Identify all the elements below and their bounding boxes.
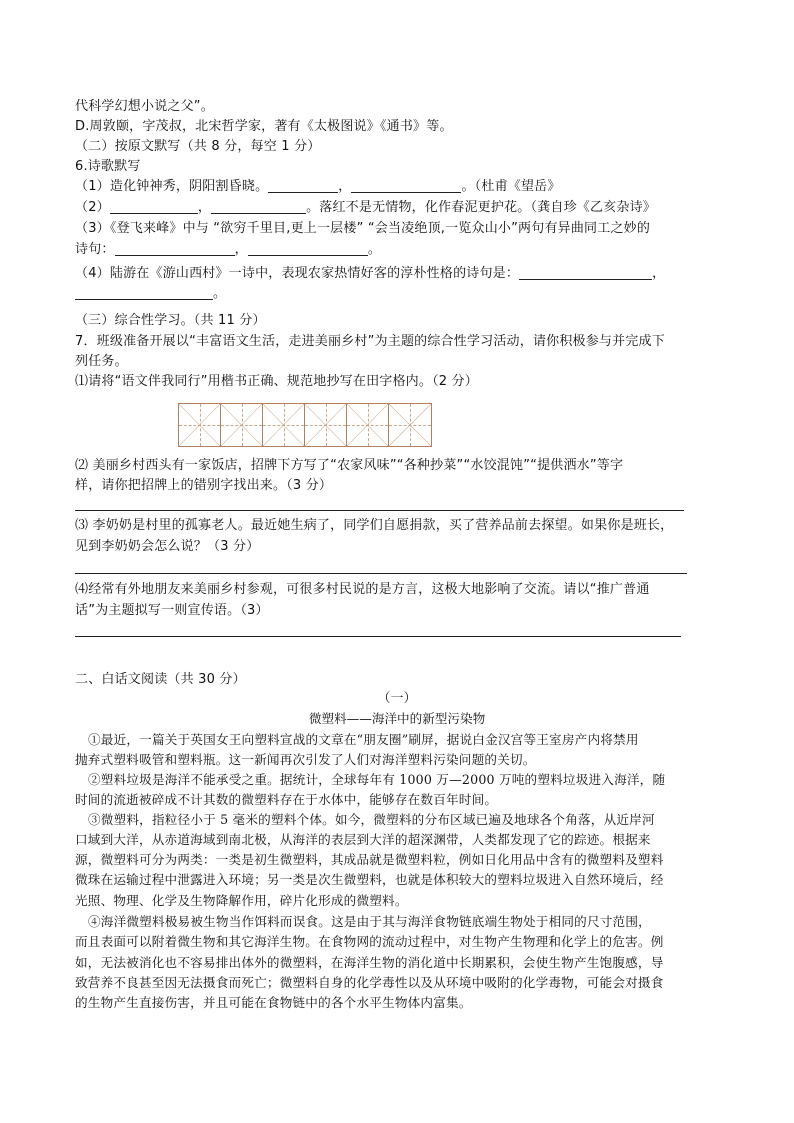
paragraph-3-cont: 源，微塑料可分为两类：一类是初生微塑料，其成品就是微塑料粒，例如日化用品中含有的微塑料及塑料 <box>75 852 664 867</box>
paragraph-3-cont: 光照、物理、化学及生物降解作用，碎片化形成的微塑料。 <box>75 893 408 908</box>
paragraph-4-cont: 而且表面可以附着微生物和其它海洋生物。在食物网的流动过程中，对生物产生物理和化学上的危害。例 <box>75 934 664 949</box>
paragraph-4-cont: 致营养不良甚至因无法摄食而死亡；微塑料自身的化学毒性以及从环境中吸附的化学毒物，可能会对摄食 <box>75 975 664 990</box>
answer-line[interactable] <box>75 573 687 574</box>
answer-blank[interactable] <box>211 199 306 214</box>
text-line: 代科学幻想小说之父”。 <box>75 99 214 114</box>
subsection-number: （一） <box>377 691 417 706</box>
answer-blank[interactable] <box>351 178 461 193</box>
question-6-title: 6.诗歌默写 <box>75 159 141 174</box>
answer-blank[interactable] <box>75 285 213 300</box>
poem-item-4: （4）陆游在《游山西村》一诗中，表现农家热情好客的淳朴性格的诗句是： ， <box>75 266 666 281</box>
answer-blank[interactable] <box>519 265 652 280</box>
paragraph-3-cont: 微珠在运输过程中泄露进入环境；另一类是次生微塑料，也就是体积较大的塑料垃圾进入自然环境后，经 <box>75 872 664 887</box>
paragraph-3: ③微塑料，指粒径小于 5 毫米的塑料个体。如今，微塑料的分布区域已遍及地球各个角落，从近岸河 <box>88 812 655 827</box>
poem-item-4-answer: 。 <box>75 284 226 304</box>
answer-line[interactable] <box>75 636 681 637</box>
grid-cell[interactable] <box>305 404 347 446</box>
grid-cell[interactable] <box>389 404 431 446</box>
poem-item-1: （1）造化钟神秀，阴阳割昏晓。 ， 。（杜甫《望岳》 <box>75 179 561 194</box>
task-3: ⑶ 李奶奶是村里的孤寡老人。最近她生病了，同学们自愿捐款，买了营养品前去探望。如果你是班长， <box>75 518 674 533</box>
task-1: ⑴请将“语文伴我同行”用楷书正确、规范地抄写在田字格内。（2 分） <box>75 374 478 389</box>
grid-cell[interactable] <box>221 404 263 446</box>
task-3-cont: 见到李奶奶会怎么说？（3 分） <box>75 539 260 554</box>
paragraph-3-cont: 口域到大洋，从赤道海域到南北极，从海洋的表层到大洋的超深渊带，人类都发现了它的踪迹。根据来 <box>75 832 651 847</box>
answer-blank[interactable] <box>115 241 235 256</box>
paragraph-1-cont: 抛弃式塑料吸管和塑料瓶。这一新闻再次引发了人们对海洋塑料污染问题的关切。 <box>75 752 536 767</box>
section-heading: （三）综合性学习。（共 11 分） <box>75 313 266 328</box>
part-2-heading: 二、白话文阅读（共 30 分） <box>75 672 246 687</box>
poem-item-3-answer: 诗句： ， 。 <box>75 242 382 257</box>
paragraph-4-cont: 如，无法被消化也不容易排出体外的微塑料，在海洋生物的消化道中长期累积，会使生物产生饱腹感，导 <box>75 955 664 970</box>
task-4-cont: 话”为主题拟写一则宣传语。（3） <box>75 603 269 618</box>
paragraph-2: ②塑料垃圾是海洋不能承受之重。据统计，全球每年有 1000 万—2000 万吨的塑料垃圾进入海洋，随 <box>88 772 666 787</box>
answer-blank[interactable] <box>268 178 338 193</box>
paragraph-4-cont: 的生物产生直接伤害，并且可能在食物链中的各个水平生物体内富集。 <box>75 995 472 1010</box>
paragraph-2-cont: 时间的流逝被碎成不计其数的微塑料存在于水体中，能够存在数百年时间。 <box>75 792 498 807</box>
task-2-cont: 样，请你把招牌上的错别字找出来。（3 分） <box>75 478 333 493</box>
paragraph-1: ①最近，一篇关于英国女王向塑料宣战的文章在“朋友圈”刷屏，据说白金汉宫等王室房产内将禁用 <box>88 732 639 747</box>
grid-cell[interactable] <box>347 404 389 446</box>
tianzige-grid[interactable] <box>178 403 432 447</box>
question-7-title-cont: 列任务。 <box>75 354 128 369</box>
article-title: 微塑料——海洋中的新型污染物 <box>308 711 486 726</box>
grid-cell[interactable] <box>179 404 221 446</box>
answer-line[interactable] <box>75 510 684 511</box>
section-heading: （二）按原文默写（共 8 分，每空 1 分） <box>75 139 321 154</box>
task-2: ⑵ 美丽乡村西头有一家饭店，招牌下方写了“农家风味”“各种抄菜”“水饺混饨”“提供洒水”等字 <box>75 458 624 473</box>
option-d: D.周敦颐，字茂叔，北宋哲学家，著有《太极图说》《通书》等。 <box>75 119 453 134</box>
task-4: ⑷经常有外地朋友来美丽乡村参观，可很多村民说的是方言，这极大地影响了交流。请以“推广普通 <box>75 582 650 597</box>
question-7-title: 7．班级准备开展以“丰富语文生活，走进美丽乡村”为主题的综合性学习活动，请你积极参与并完成下 <box>75 334 665 349</box>
paragraph-4: ④海洋微塑料极易被生物当作饵料而误食。这是由于其与海洋食物链底端生物处于相同的尺寸范围， <box>88 914 651 929</box>
answer-blank[interactable] <box>248 241 368 256</box>
poem-item-2: （2） ， 。落红不是无情物，化作春泥更护花。（龚自珍《乙亥杂诗》 <box>75 200 656 215</box>
answer-blank[interactable] <box>110 199 198 214</box>
poem-item-3: （3）《登飞来峰》中与 “欲穷千里目,更上一层楼” “会当凌绝顶,一览众山小”两句有异曲同工之妙的 <box>75 221 651 236</box>
grid-cell[interactable] <box>263 404 305 446</box>
